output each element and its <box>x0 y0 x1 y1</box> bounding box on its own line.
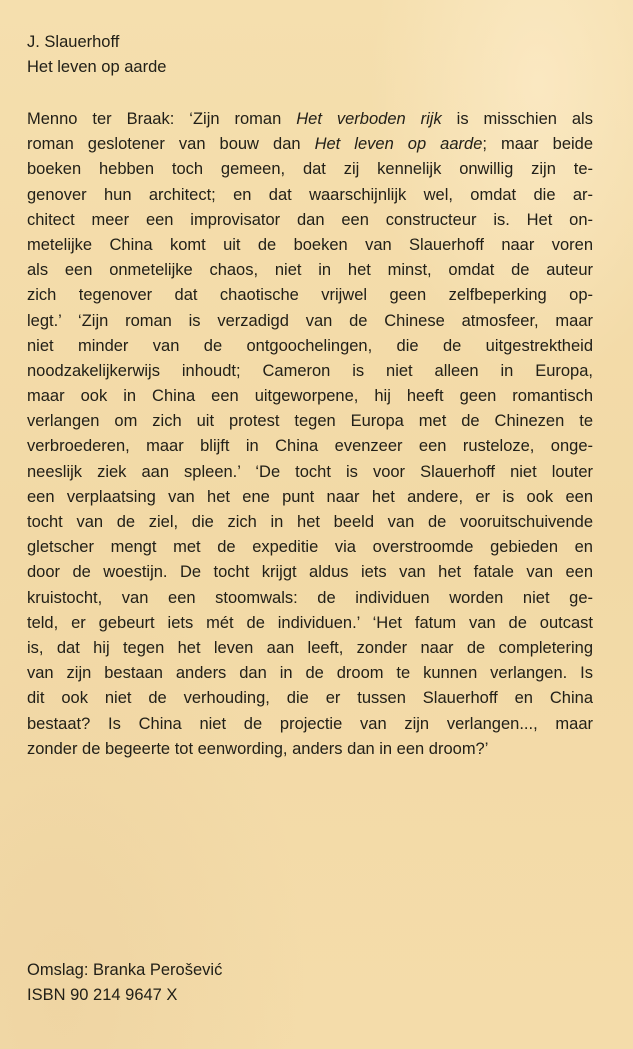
blurb-line <box>27 233 593 258</box>
blurb-text-run: een verplaatsing van het ene punt naar het andere, er is ook een <box>27 487 593 506</box>
blurb-line <box>27 535 593 560</box>
blurb-text-run: is misschien als <box>441 110 593 128</box>
blurb-text-run: niet minder van de ontgoochelingen, die de uitgestrektheid <box>27 336 593 355</box>
blurb-line <box>27 183 593 208</box>
blurb-text-run: verlangen om zich uit protest tegen Europa met de Chinezen te <box>27 412 593 431</box>
book-title-italic: Het leven op aarde <box>314 135 483 154</box>
blurb-line <box>27 560 593 585</box>
blurb-line <box>27 510 593 535</box>
footer-block <box>27 958 222 1008</box>
blurb-line <box>27 208 593 233</box>
blurb-text-run: metelijke China komt uit de boeken van Slauerhoff naar voren <box>27 235 593 254</box>
blurb-text-run: ; maar beide <box>482 135 593 154</box>
blurb-text-run: teld, er gebeurt iets mét de individuen.’ ‘Het fatum van de outcast <box>27 613 593 632</box>
blurb-text-run: maar ook in China een uitgeworpene, hij heeft geen romantisch <box>27 387 593 406</box>
blurb-line <box>27 258 593 283</box>
blurb-line <box>27 485 593 510</box>
blurb-text-run: neeslijk ziek aan spleen.’ ‘De tocht is voor Slauerhoff niet louter <box>27 462 593 481</box>
blurb-text-run: als een onmetelijke chaos, niet in het minst, omdat de auteur <box>27 261 593 280</box>
blurb-line <box>27 334 593 359</box>
blurb-text-run: genover hun architect; en dat waarschijnlijk wel, omdat die ar- <box>27 185 593 204</box>
blurb-text-run: roman geslotener van bouw dan <box>27 135 315 154</box>
blurb-text-run: chitect meer een improvisator dan een constructeur is. Het on- <box>27 210 593 229</box>
blurb-line <box>27 586 593 611</box>
blurb-text-run: zich tegenover dat chaotische vrijwel geen zelfbeperking op- <box>27 286 593 305</box>
blurb-text-run: door de woestijn. De tocht krijgt aldus iets van het fatale van een <box>27 563 593 582</box>
blurb-line <box>27 737 593 762</box>
blurb-text-run: kruistocht, van een stoomwals: de individuen worden niet ge- <box>27 588 593 607</box>
isbn: ISBN 90 214 9647 X <box>27 986 178 1004</box>
blurb-text-run: Menno ter Braak: ‘Zijn roman <box>27 110 297 128</box>
blurb-text-run: bestaat? Is China niet de projectie van zijn verlangen..., maar <box>27 714 593 733</box>
blurb-text-run: noodzakelijkerwijs inhoudt; Cameron is niet alleen in Europa, <box>27 361 593 380</box>
blurb-line <box>27 712 593 737</box>
author-name: J. Slauerhoff <box>27 33 120 51</box>
blurb-line <box>27 309 593 334</box>
blurb-text-run: is, dat hij tegen het leven aan leeft, zonder naar de completering <box>27 638 593 657</box>
blurb-line <box>27 384 593 409</box>
blurb-text <box>27 107 593 762</box>
blurb-line <box>27 157 593 182</box>
book-title-italic: Het verboden rijk <box>296 110 442 128</box>
blurb-text-run: tocht van de ziel, die zich in het beeld van de vooruitschuivende <box>27 513 593 531</box>
blurb-text-run: gletscher mengt met de expeditie via overstroomde gebieden en <box>27 538 593 557</box>
blurb-text-run: van zijn bestaan anders dan in de droom te kunnen verlangen. Is <box>27 664 593 683</box>
blurb-text-run: dit ook niet de verhouding, die er tussen Slauerhoff en China <box>27 689 593 708</box>
blurb-text-run: boeken hebben toch gemeen, dat zij kennelijk onwillig zijn te- <box>27 160 593 179</box>
blurb-line <box>27 686 593 711</box>
blurb-line <box>27 661 593 686</box>
blurb-text-run: legt.’ ‘Zijn roman is verzadigd van de Chinese atmosfeer, maar <box>27 311 593 330</box>
blurb-text-run: verbroederen, maar blijft in China evenzeer een rusteloze, onge- <box>27 437 593 456</box>
cover-credit: Omslag: Branka Perošević <box>27 961 223 979</box>
blurb-line <box>27 359 593 384</box>
blurb-text-run: zonder de begeerte tot eenwording, anders dan in een droom?’ <box>27 739 489 758</box>
book-title: Het leven op aarde <box>27 58 167 76</box>
blurb-line <box>27 636 593 661</box>
blurb-line <box>27 132 593 157</box>
blurb-line <box>27 107 593 132</box>
blurb-line <box>27 460 593 485</box>
blurb-line <box>27 434 593 459</box>
blurb-line <box>27 611 593 636</box>
header-block <box>27 30 166 80</box>
blurb-line <box>27 409 593 434</box>
blurb-line <box>27 283 593 308</box>
